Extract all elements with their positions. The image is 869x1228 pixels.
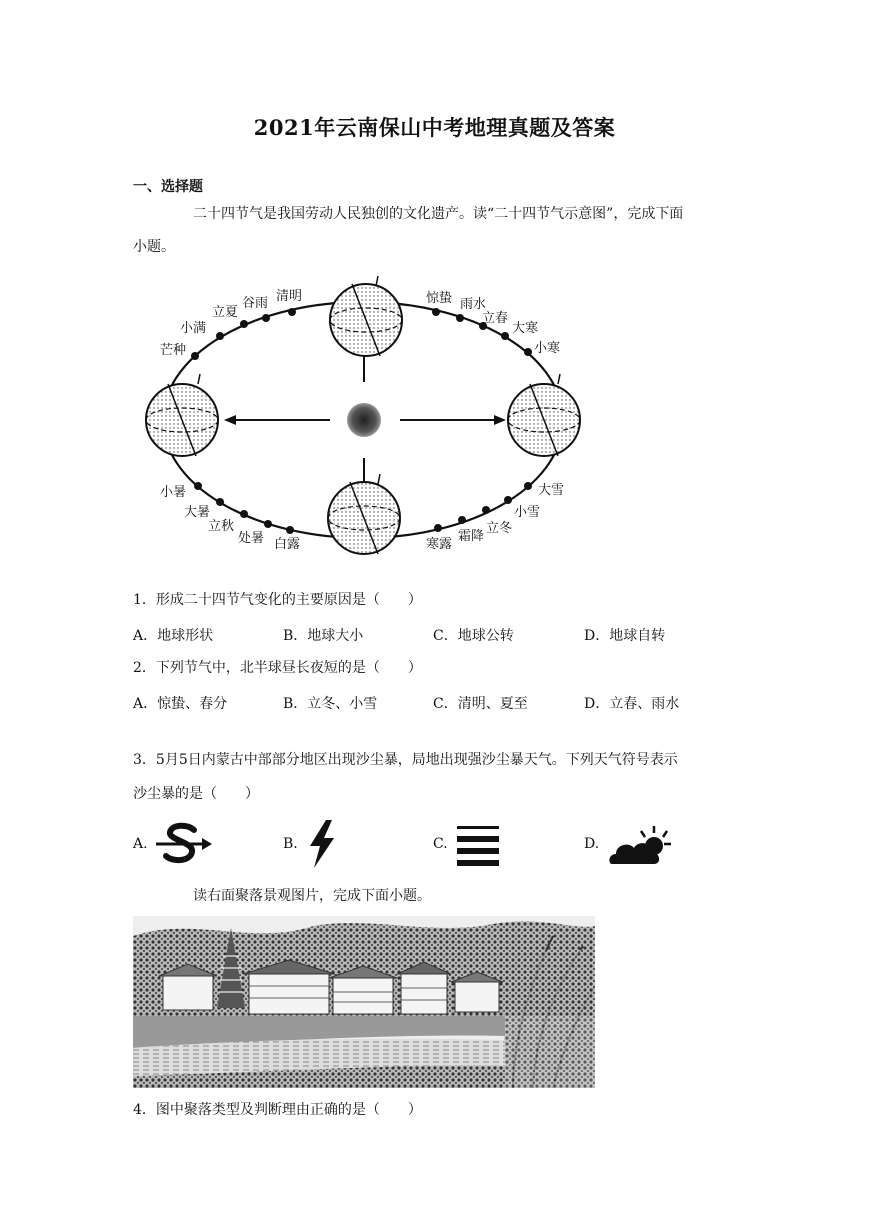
term-label: 大寒 — [512, 320, 539, 335]
q3-stem-line-1: 3．5月5日内蒙古中部部分地区出现沙尘暴，局地出现强沙尘暴天气。下列天气符号表示 — [133, 752, 678, 768]
term-label: 小暑 — [160, 484, 187, 499]
sun-icon — [347, 403, 381, 437]
term-label: 大雪 — [538, 482, 565, 497]
q2-option-b: B．立冬、小雪 — [283, 696, 378, 712]
page-title: 2021年云南保山中考地理真题及答案 — [253, 115, 616, 140]
term-label: 清明 — [276, 288, 303, 303]
term-label: 小满 — [180, 320, 207, 335]
term-label: 立秋 — [208, 518, 235, 533]
q1-stem: 1．形成二十四节气变化的主要原因是（ ） — [133, 592, 422, 608]
term-label: 小寒 — [534, 340, 561, 355]
term-label: 寒露 — [426, 536, 453, 551]
q2-option-c: C．清明、夏至 — [433, 696, 528, 712]
term-label: 小雪 — [514, 504, 541, 519]
term-label: 处暑 — [238, 530, 265, 545]
intro-line-2: 小题。 — [133, 239, 175, 255]
term-label: 立春 — [482, 310, 509, 325]
q3-option-c: C. — [433, 836, 448, 852]
q3-stem-line-2: 沙尘暴的是（ ） — [133, 786, 259, 802]
section-heading: 一、选择题 — [133, 179, 203, 195]
q3-option-d: D. — [584, 836, 600, 852]
globe-right-icon — [508, 374, 580, 456]
term-label: 谷雨 — [242, 295, 269, 310]
intro-2: 读右面聚落景观图片，完成下面小题。 — [193, 888, 431, 904]
term-label: 芒种 — [160, 342, 187, 357]
q3-option-b: B. — [283, 836, 298, 852]
village-landscape-image — [133, 916, 595, 1088]
solar-terms-diagram — [140, 270, 585, 560]
q2-option-a: A．惊蛰、春分 — [133, 696, 228, 712]
sandstorm-icon — [154, 822, 214, 866]
fog-icon — [457, 826, 499, 866]
term-label: 惊蛰 — [426, 290, 453, 305]
q1-option-b: B．地球大小 — [283, 628, 364, 644]
q3-option-a: A. — [133, 836, 148, 852]
term-label: 雨水 — [460, 296, 487, 311]
globe-left-icon — [146, 374, 218, 456]
q1-option-d: D．地球自转 — [584, 628, 666, 644]
term-label: 白露 — [274, 536, 301, 551]
term-label: 立夏 — [212, 304, 239, 319]
globe-top-icon — [330, 276, 402, 356]
term-label: 大暑 — [184, 504, 211, 519]
q1-option-c: C．地球公转 — [433, 628, 514, 644]
intro-line-1: 二十四节气是我国劳动人民独创的文化遗产。读“二十四节气示意图”，完成下面 — [193, 206, 684, 222]
term-label: 立冬 — [486, 520, 513, 535]
lightning-icon — [306, 820, 338, 868]
term-label: 霜降 — [458, 528, 485, 543]
globe-bottom-icon — [328, 474, 400, 554]
q4-stem: 4．图中聚落类型及判断理由正确的是（ ） — [133, 1102, 422, 1118]
cloudy-sun-icon — [608, 824, 674, 866]
q1-option-a: A．地球形状 — [133, 628, 214, 644]
q2-option-d: D．立春、雨水 — [584, 696, 680, 712]
q2-stem: 2．下列节气中，北半球昼长夜短的是（ ） — [133, 660, 422, 676]
